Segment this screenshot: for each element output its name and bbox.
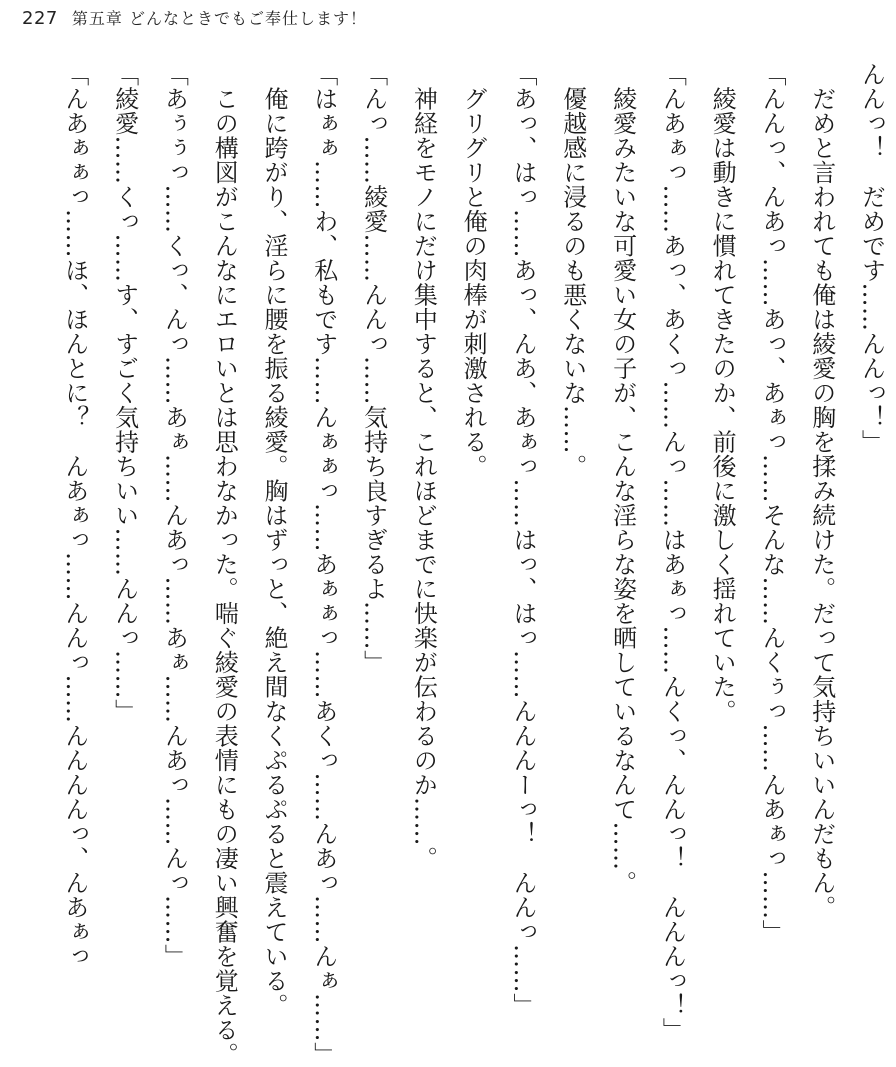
text-line: 「んあぁぁっ……ほ、ほんとに？ んあぁっ……んんっ……んんんんっ、んあぁっ (60, 62, 89, 969)
page-number: 227 (22, 8, 58, 29)
text-line: 「あぅぅっ……くっ、んっ……あぁ……んあっ……あぁ……んあっ……んっ……」 (160, 62, 189, 969)
vertical-text-columns (49, 62, 896, 1067)
text-line: 俺に跨がり、淫らに腰を振る綾愛。胸はずっと、絶え間なくぷるぷると震えている。 (259, 62, 288, 1018)
text-line: 綾愛は動きに慣れてきたのか、前後に激しく揺れていた。 (708, 62, 737, 724)
text-line: 優越感に浸るのも悪くないな……。 (558, 62, 587, 479)
text-line: 「あっ、はっ……あっ、んあ、あぁっ……はっ、はっ……んんんーっ！ んんっ……」 (508, 62, 537, 1018)
text-line: この構図がこんなにエロいとは思わなかった。喘ぐ綾愛の表情にもの凄い興奮を覚える。 (210, 62, 239, 1067)
text-line: 「んんっ、んあっ……あっ、あぁっ……そんな……んくぅっ……んあぁっ……」 (757, 62, 786, 944)
chapter-title: 第五章 どんなときでもご奉仕します！ (71, 9, 367, 28)
text-line: んんっ！ だめです……んんっ！」 (857, 62, 886, 454)
novel-text-body (49, 62, 886, 1067)
text-line: 綾愛みたいな可愛い女の子が、こんな淫らな姿を晒しているなんて……。 (608, 62, 637, 895)
text-line: 「んあぁっ……あっ、あくっ……んっ……はあぁっ……んくっ、んんっ！ んんんっ！」 (658, 62, 687, 1042)
text-line: グリグリと俺の肉棒が刺激される。 (459, 62, 488, 479)
page-header (22, 6, 367, 32)
text-line: 神経をモノにだけ集中すると、これほどまでに快楽が伝わるのか……。 (409, 62, 438, 871)
text-line: 「綾愛……くっ……す、すごく気持ちいい……んんっ……」 (110, 62, 139, 724)
text-line: 「はぁぁ……わ、私もです……んぁぁっ……あぁぁっ……あくっ……んあっ……んぁ……」 (309, 62, 338, 1067)
text-line: 「んっ……綾愛……んんっ……気持ち良すぎるよ……」 (359, 62, 388, 675)
text-line: だめと言われても俺は綾愛の胸を揉み続けた。だって気持ちいいんだもん。 (807, 62, 836, 920)
